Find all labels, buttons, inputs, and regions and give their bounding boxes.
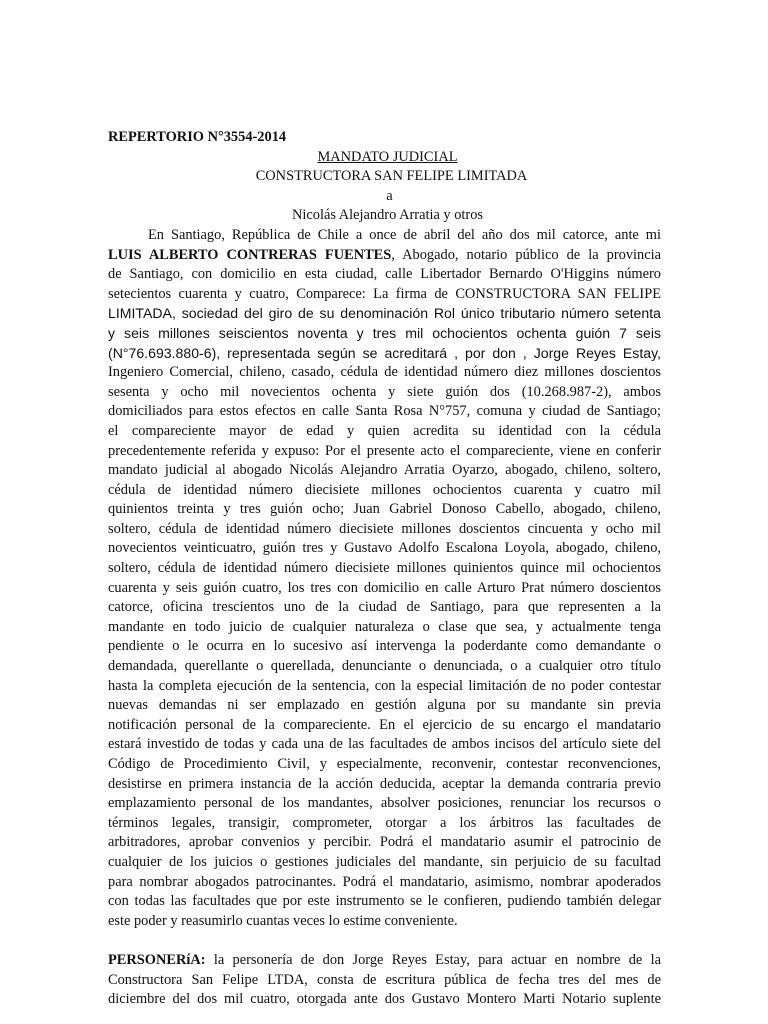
body-line: notificación personal de la compareciente. En el ejercicio de su encargo el mandatario xyxy=(108,716,661,733)
body-line: setecientos cuarenta y cuatro, Comparece: La firma de CONSTRUCTORA SAN FELIPE xyxy=(108,285,661,302)
notary-name: LUIS ALBERTO CONTRERAS FUENTES xyxy=(108,246,392,263)
personeria-line: Constructora San Felipe LTDA, consta de escritura pública de fecha tres del mes de xyxy=(108,971,661,988)
body-line: domiciliados para estos efectos en calle Santa Rosa N°757, comuna y ciudad de Santiago; xyxy=(108,403,661,420)
party-grantee: Nicolás Alejandro Arratia y otros xyxy=(291,207,484,224)
body-line: (N°76.693.880-6), representada según se acreditará , por don , Jorge Reyes Estay, xyxy=(108,344,661,361)
repertorio-number: REPERTORIO N°3554-2014 xyxy=(108,129,287,145)
body-line: hasta la completa ejecución de la sentencia, con la especial limitación de no poder contestar xyxy=(108,677,661,694)
body-line: sesenta y ocho mil novecientos ochenta y siete guión dos (10.268.987-2), ambos xyxy=(108,383,661,400)
body-line: el compareciente mayor de edad y quien acredita su identidad con la cédula xyxy=(108,422,661,439)
body-line: mandante en todo juicio de cualquier naturaleza o clase que sea, y actualmente tenga xyxy=(108,618,661,635)
personeria-label: PERSONERíA: xyxy=(108,951,206,968)
body-line: LUIS ALBERTO CONTRERAS FUENTES, Abogado, notario público de la provincia xyxy=(108,246,661,263)
body-line: este poder y reasumirlo cuantas veces lo estime conveniente. xyxy=(108,912,458,929)
body-line: cuarenta y seis guión cuatro, los tres con domicilio en calle Arturo Prat número doscientos xyxy=(108,579,661,596)
document-title: MANDATO JUDICIAL xyxy=(317,148,458,165)
body-line: En Santiago, República de Chile a once de abril del año dos mil catorce, ante mi xyxy=(148,226,661,243)
document-page xyxy=(108,128,661,1010)
body-line: de Santiago, con domicilio en esta ciudad, calle Libertador Bernardo O'Higgins número xyxy=(108,266,661,283)
body-line: demandada, querellante o querellada, denunciante o denunciada, o a cualquier otro título xyxy=(108,658,661,675)
body-line: novecientos veinticuatro, guión tres y Gustavo Adolfo Escalona Loyola, abogado, chileno, xyxy=(108,540,661,557)
party-connector: a xyxy=(386,187,393,204)
personeria-line: diciembre del dos mil cuatro, otorgada ante dos Gustavo Montero Marti Notario suplente xyxy=(108,991,661,1008)
body-line: y seis millones seiscientos noventa y tres mil ochocientos ochenta guión 7 seis xyxy=(108,324,661,341)
body-line: para nombrar abogados patrocinantes. Podrá el mandatario, asimismo, nombrar apoderados xyxy=(108,873,661,890)
personeria-section xyxy=(108,951,661,1010)
body-line: cédula de identidad número diecisiete millones ochocientos cuarenta y cuatro mil xyxy=(108,481,661,498)
body-line: pendiente o le ocurra en lo sucesivo así intervenga la poderdante como demandante o xyxy=(108,638,661,655)
body-line: arbitradores, aprobar convenios y percibir. Podrá el mandatario asumir el patrocinio de xyxy=(108,834,661,851)
body-line: LIMITADA, sociedad del giro de su denominación Rol único tributario número setenta xyxy=(108,305,661,322)
body-line: con todas las facultades que por este instrumento se le confieren, pudiendo también delegar xyxy=(108,893,661,910)
body-line: nuevas demandas ni ser emplazado en gestión alguna por su mandante sin previa xyxy=(108,697,661,714)
body-line: emplazamiento personal de los mandantes, absolver posiciones, renunciar los recursos o xyxy=(108,795,661,812)
body-line: quinientos treinta y tres guión ocho; Juan Gabriel Donoso Cabello, abogado, chileno, xyxy=(108,501,661,518)
body-line: mandato judicial al abogado Nicolás Alejandro Arratia Oyarzo, abogado, chileno, soltero, xyxy=(108,462,661,479)
personeria-line: PERSONERíA: la personería de don Jorge Reyes Estay, para actuar en nombre de la xyxy=(108,951,661,968)
body-line: Ingeniero Comercial, chileno, casado, cédula de identidad número diez millones doscientos xyxy=(108,364,661,381)
body-line: soltero, cédula de identidad número diecisiete millones quinientos quince mil ochocientos xyxy=(108,560,661,577)
body-line: catorce, oficina trescientos uno de la ciudad de Santiago, para que representen a la xyxy=(108,599,661,616)
party-grantor: CONSTRUCTORA SAN FELIPE LIMITADA xyxy=(255,168,528,185)
body-line: soltero, cédula de identidad número diecisiete millones doscientos cincuenta y ocho mil xyxy=(108,520,661,537)
body-line: estará investido de todas y cada una de las facultades de ambos incisos del artículo siete del xyxy=(108,736,661,753)
body-line: desistirse en primera instancia de la acción deducida, aceptar la demanda contraria previo xyxy=(108,775,661,792)
body-line: Código de Procedimiento Civil, y especialmente, reconvenir, contestar reconvenciones, xyxy=(108,756,661,772)
mandate-body xyxy=(108,226,661,931)
body-line: cualquier de los juicios o gestiones judiciales del mandante, sin perjuicio de su facultad xyxy=(108,853,661,870)
body-line: precedentemente referida y expuso: Por el presente acto el compareciente, viene en conferir xyxy=(108,442,661,459)
body-line: términos legales, transigir, comprometer, otorgar a los árbitros las facultades de xyxy=(108,814,661,831)
